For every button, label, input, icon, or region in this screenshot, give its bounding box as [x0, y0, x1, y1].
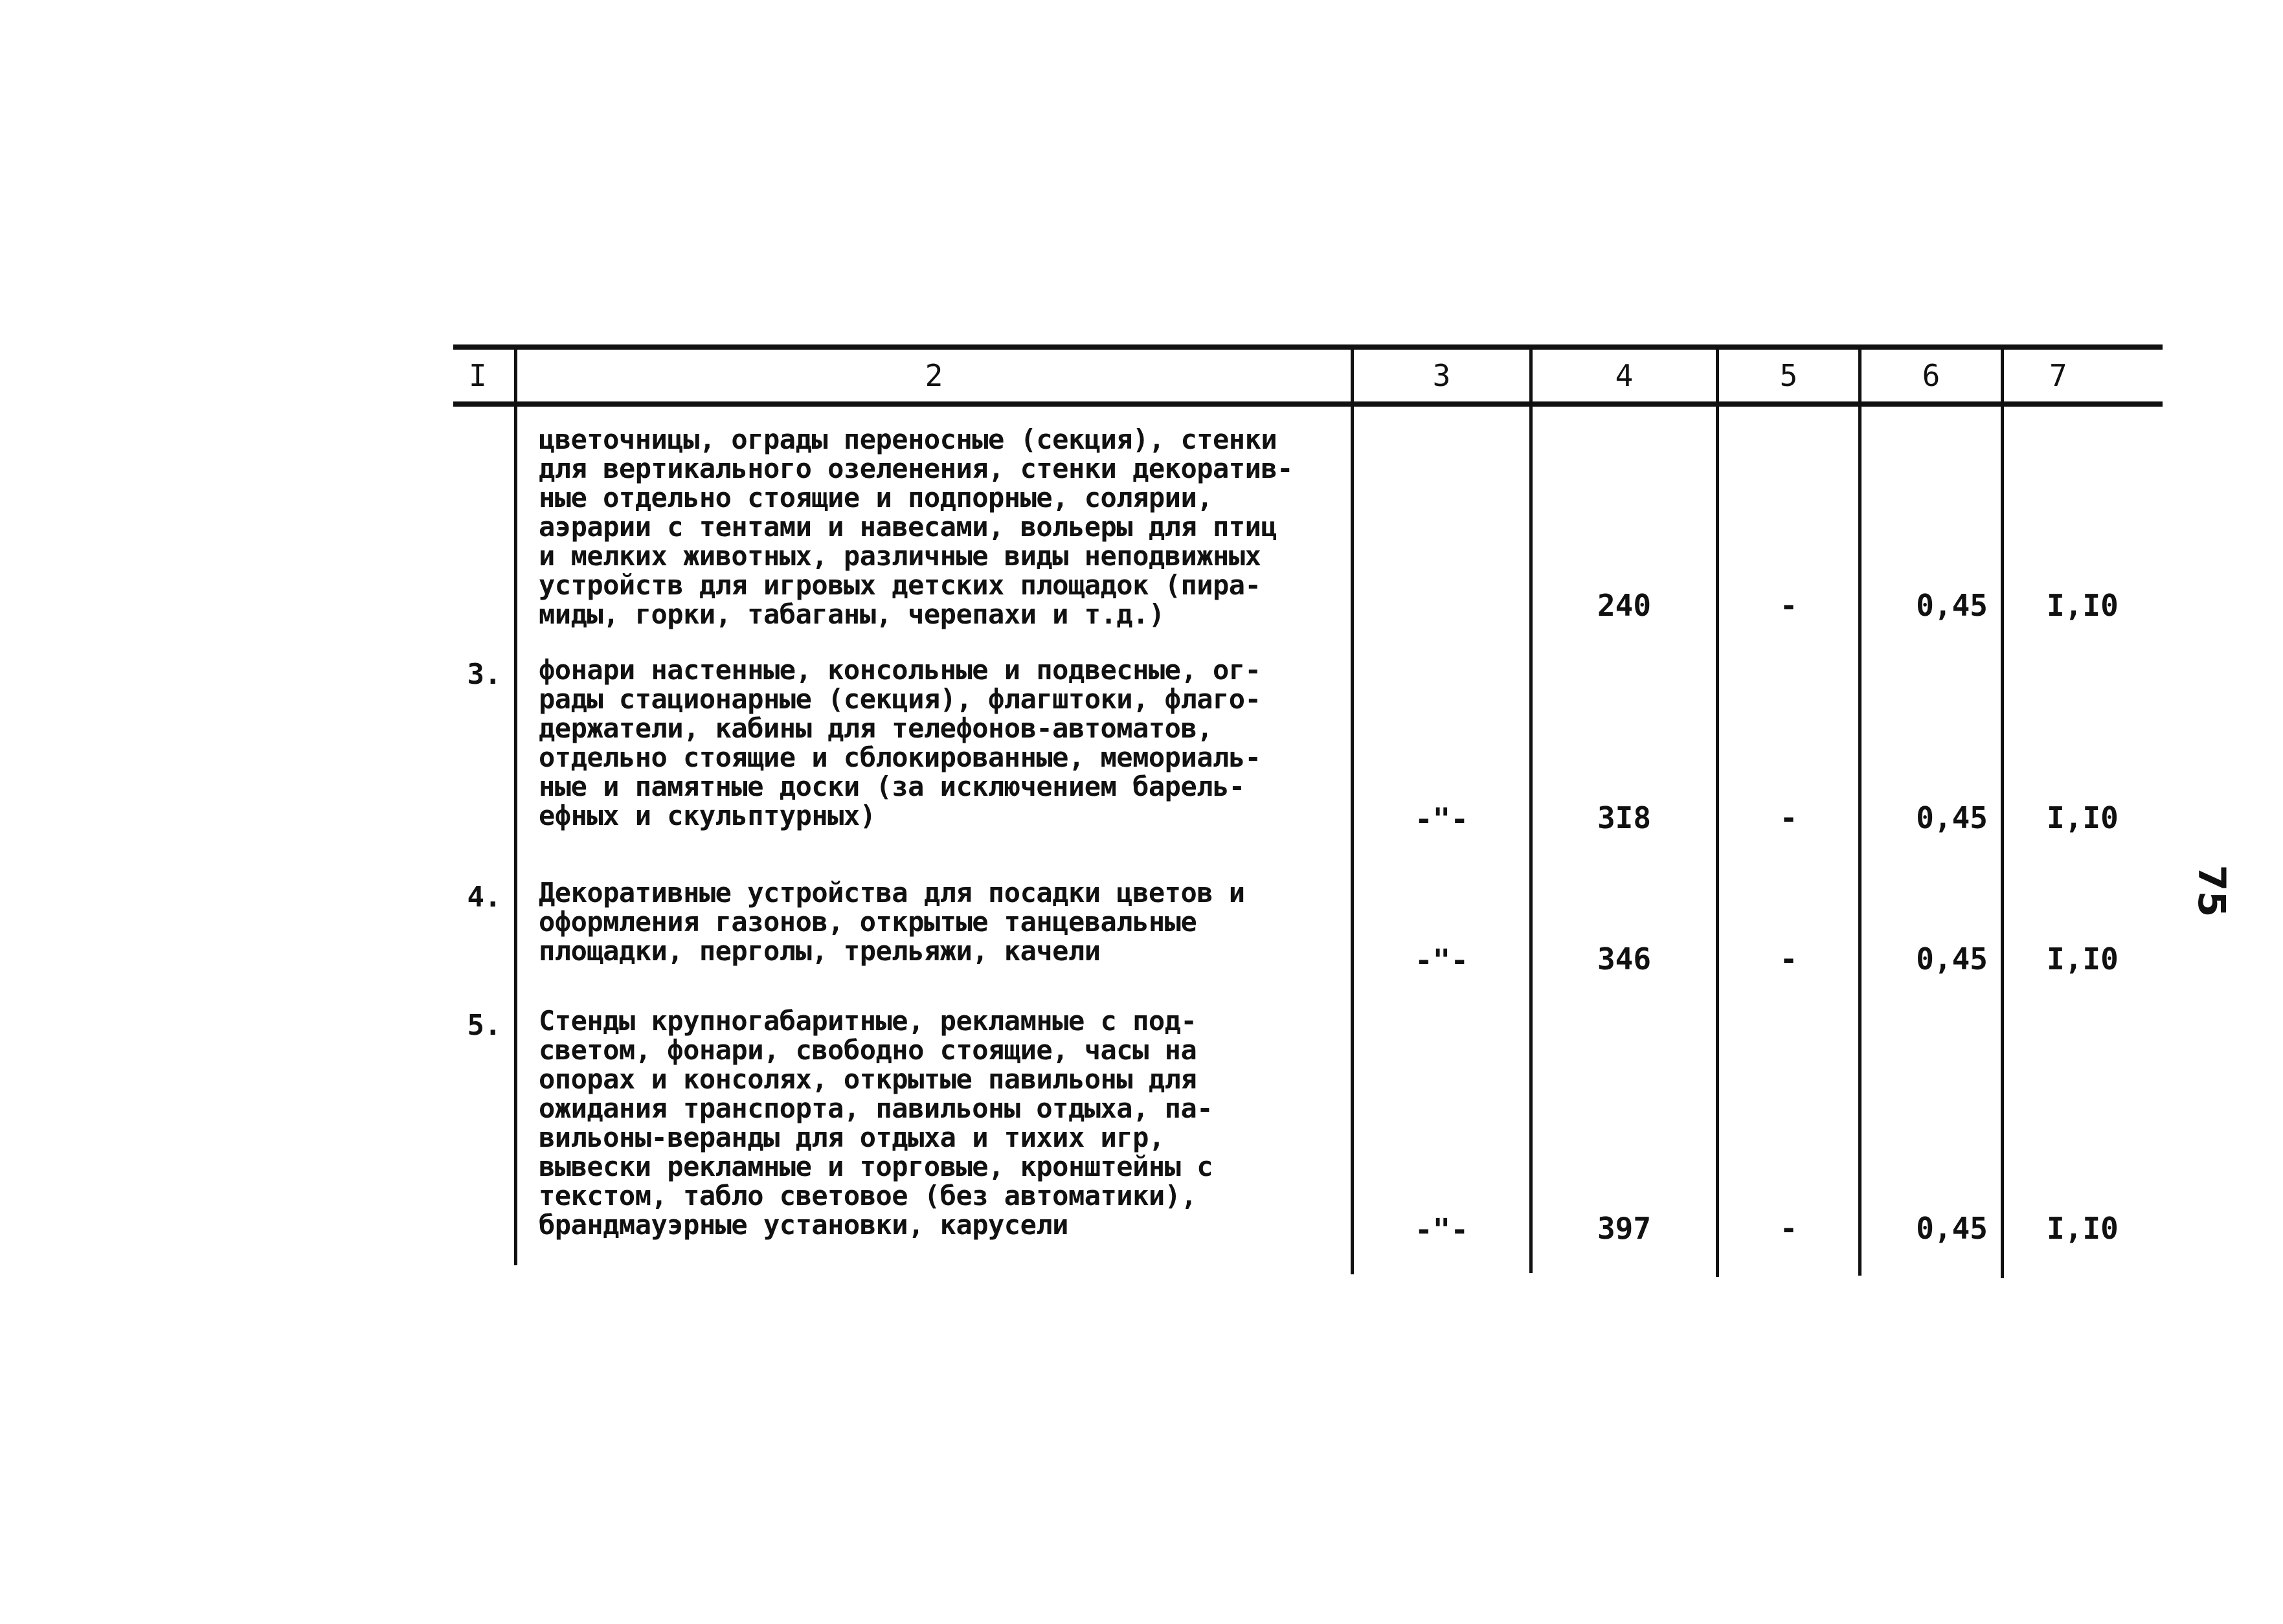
row-5-col-6: 0,45: [1916, 1211, 1988, 1246]
header-col-7: 7: [2049, 358, 2067, 393]
header-col-2: 2: [925, 358, 943, 393]
row-3-col-3: -"-: [1414, 802, 1469, 837]
row-5-col-4: 397: [1597, 1211, 1652, 1246]
row-5-col-3: -"-: [1414, 1212, 1469, 1247]
row-1-col-5: -: [1779, 588, 1798, 623]
row-3-description: фонари настенные, консольные и подвесные, ог- рады стационарные (секция), флагштоки, флаго- держатели, кабины для телефонов-автоматов, отдельно стоящие и сблокированные, мемориаль- ные и памятные доски (за исключением барель- ефных и скульптурных): [539, 654, 1261, 831]
row-3-col-7: I,I0: [2047, 800, 2119, 835]
table-top-rule: [453, 344, 2163, 350]
row-3-number: 3.: [467, 658, 502, 691]
page-number: 75: [2190, 864, 2234, 918]
row-4-description: Декоративные устройства для посадки цветов и оформления газонов, открытые танцевальные площадки, перголы, трельяжи, качели: [539, 877, 1245, 967]
row-5-col-5: -: [1779, 1211, 1798, 1246]
row-4-col-7: I,I0: [2047, 942, 2119, 976]
row-4-col-5: -: [1779, 942, 1798, 976]
row-5-description: Стенды крупногабаритные, рекламные с под- светом, фонари, свободно стоящие, часы на опорах и консолях, открытые павильоны для ожидания транспорта, павильоны отдыха, па- вильоны-веранды для отдыха и тихих игр, вывески рекламные и торговые, кронштейны с текстом, табло световое (без автоматики), брандмауэрные установки, карусели: [539, 1005, 1213, 1241]
column-divider-1: [514, 350, 517, 1265]
row-4-col-4: 346: [1597, 942, 1652, 976]
row-4-col-6: 0,45: [1916, 942, 1988, 976]
header-col-6: 6: [1922, 358, 1940, 393]
header-col-1: I: [469, 358, 487, 393]
row-1-col-7: I,I0: [2047, 588, 2119, 623]
header-col-4: 4: [1615, 358, 1634, 393]
row-3-col-4: 3I8: [1597, 800, 1652, 835]
header-col-3: 3: [1432, 358, 1451, 393]
row-4-col-3: -"-: [1414, 943, 1469, 978]
row-5-col-7: I,I0: [2047, 1211, 2119, 1246]
row-5-number: 5.: [467, 1009, 502, 1042]
row-1-description: цветочницы, ограды переносные (секция), стенки для вертикального озеленения, стенки декоратив- ные отдельно стоящие и подпорные, солярии, аэрарии с тентами и навесами, вольеры для птиц и мелких животных, различные виды неподвижных устройств для игровых детских площадок (пира- миды, горки, табаганы, черепахи и т.д.): [539, 423, 1293, 630]
row-1-col-4: 240: [1597, 588, 1652, 623]
header-col-5: 5: [1779, 358, 1798, 393]
row-1-col-6: 0,45: [1916, 588, 1988, 623]
data-table: [453, 344, 2163, 1277]
row-3-col-6: 0,45: [1916, 800, 1988, 835]
row-4-number: 4.: [467, 881, 502, 914]
table-header-rule: [453, 401, 2163, 407]
row-3-col-5: -: [1779, 800, 1798, 835]
